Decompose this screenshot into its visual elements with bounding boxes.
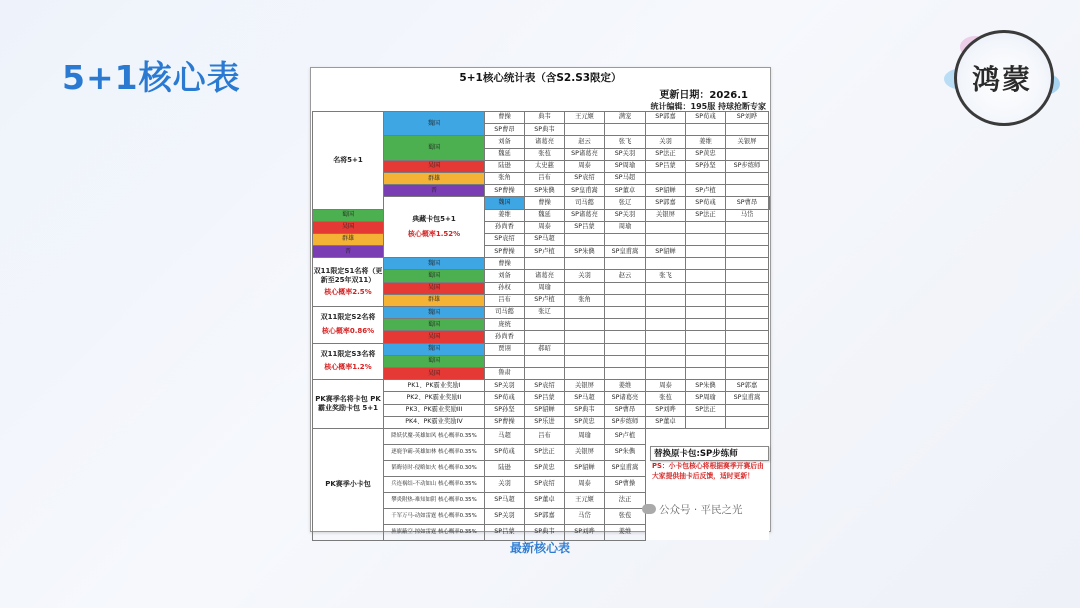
table-cell: 典韦 [525, 112, 565, 124]
table-row [313, 233, 770, 245]
table-cell [646, 355, 686, 367]
table-cell [605, 355, 646, 367]
table-cell: SP袁绍 [565, 172, 605, 184]
table-cell [726, 307, 769, 319]
table-cell: 周泰 [525, 221, 565, 233]
table-cell: SP荀彧 [485, 444, 525, 460]
pack-label: 降妖伏魔-英雄如风 核心概率0.35% [384, 428, 485, 444]
table-cell [726, 221, 769, 233]
table-cell [726, 355, 769, 367]
table-cell: 姜维 [686, 136, 726, 148]
table-cell: 张角 [485, 172, 525, 184]
section-title: 双11限定S1名将（更新至25年双11） [313, 266, 383, 285]
faction-jin: 晋 [384, 185, 485, 197]
table-cell [686, 270, 726, 282]
table-cell [646, 319, 686, 331]
table-cell: 孙尚香 [485, 331, 525, 343]
table-cell [646, 294, 686, 306]
faction-shu: 蜀国 [384, 319, 485, 331]
section-rate: 核心概率2.5% [324, 287, 372, 296]
faction-wei: 魏国 [384, 307, 485, 319]
table-cell: 张角 [565, 294, 605, 306]
table-cell: 诸葛亮 [525, 136, 565, 148]
table-cell [605, 307, 646, 319]
table-cell: SP董卓 [525, 492, 565, 508]
table-cell: 刘备 [485, 270, 525, 282]
table-cell [646, 172, 686, 184]
table-cell [646, 307, 686, 319]
table-cell: 贾诩 [485, 343, 525, 355]
table-cell: 吕布 [485, 294, 525, 306]
section-rate: 核心概率0.86% [321, 326, 375, 335]
table-cell: SP荀彧 [485, 392, 525, 404]
faction-wu: 吴国 [384, 160, 485, 172]
table-cell: 周泰 [565, 160, 605, 172]
table-cell [646, 124, 686, 136]
table-cell [605, 331, 646, 343]
table-cell [565, 331, 605, 343]
table-cell: SP郭嘉 [525, 508, 565, 524]
table-cell: 司马懿 [485, 307, 525, 319]
table-cell: SP典韦 [565, 404, 605, 416]
table-row [313, 209, 770, 221]
table-cell [646, 367, 686, 379]
table-cell: SP关羽 [605, 148, 646, 160]
table-cell: 周瑜 [565, 428, 605, 444]
table-cell: 姜维 [605, 380, 646, 392]
table-cell [769, 197, 770, 209]
table-cell [605, 124, 646, 136]
table-cell: 曹操 [485, 258, 525, 270]
table-cell [565, 124, 605, 136]
table-cell [686, 416, 726, 428]
table-cell: SP貂蝉 [646, 246, 686, 258]
table-cell [525, 331, 565, 343]
table-cell [646, 331, 686, 343]
faction-qun: 群雄 [384, 172, 485, 184]
table-cell [686, 172, 726, 184]
table-cell: SP马超 [605, 172, 646, 184]
table-cell: 姜维 [605, 524, 646, 540]
ps-note: PS：小卡包核心将根据赛季开赛后由大家提供抽卡后反馈，适时更新！ [652, 462, 764, 480]
table-cell: SP董卓 [646, 416, 686, 428]
table-cell: 陆逊 [485, 160, 525, 172]
table-cell [726, 367, 769, 379]
table-cell: SP法正 [525, 444, 565, 460]
table-cell: SP黄忠 [565, 416, 605, 428]
table-cell: SP朱儁 [605, 444, 646, 460]
table-cell: SP黄忠 [686, 148, 726, 160]
table-cell: SP荀彧 [686, 112, 726, 124]
logo [946, 28, 1058, 124]
table-cell [565, 355, 605, 367]
table-cell [646, 343, 686, 355]
section-mingjiang [313, 112, 384, 210]
table-cell [726, 185, 769, 197]
table-cell: SP皇甫嵩 [726, 392, 769, 404]
table-cell: SP皇甫嵩 [605, 460, 646, 476]
caption: 最新核心表 [509, 541, 570, 555]
pk-label: PK1、PK霸业奖励I [384, 380, 485, 392]
table-cell [726, 404, 769, 416]
pack-label: 逐鹿争霸-英雄如林 核心概率0.35% [384, 444, 485, 460]
table-cell [605, 258, 646, 270]
table-cell [726, 270, 769, 282]
table-cell [605, 343, 646, 355]
table-cell: SP袁绍 [525, 476, 565, 492]
table-cell [726, 258, 769, 270]
pk-label: PK4、PK霸业奖励IV [384, 416, 485, 428]
table-cell [605, 282, 646, 294]
table-cell [686, 319, 726, 331]
pk-label: PK2、PK霸业奖励II [384, 392, 485, 404]
table-cell: SP卢植 [525, 294, 565, 306]
section-title: 双11限定S2名将 [320, 313, 376, 322]
pack-label: 攀炎附热-难知如阴 核心概率0.35% [384, 492, 485, 508]
table-row [313, 428, 770, 444]
table-cell: 庞统 [485, 319, 525, 331]
faction-jin: 晋 [313, 246, 384, 258]
table-cell: SP袁绍 [485, 233, 525, 245]
table-row [313, 307, 770, 319]
table-row [313, 380, 770, 392]
table-cell: SP法正 [686, 209, 726, 221]
table-cell [646, 258, 686, 270]
table-cell: SP孙坚 [686, 160, 726, 172]
table-cell [726, 331, 769, 343]
wechat-icon [642, 504, 656, 514]
table-cell [686, 282, 726, 294]
table-cell: 吕布 [525, 172, 565, 184]
watermark [642, 502, 743, 517]
table-cell: SP郭嘉 [646, 112, 686, 124]
table-row [313, 246, 770, 258]
table-cell: 马超 [485, 428, 525, 444]
table-cell: SP诸葛亮 [605, 392, 646, 404]
table-cell: SP郭嘉 [726, 380, 769, 392]
section-rate: 核心概率1.52% [407, 229, 461, 238]
table-cell: SP周瑜 [686, 392, 726, 404]
table-row [313, 343, 770, 355]
table-cell: 张辽 [605, 197, 646, 209]
table-cell: 法正 [605, 492, 646, 508]
table-cell [726, 416, 769, 428]
table-cell [726, 319, 769, 331]
table-cell: SP貂蝉 [646, 185, 686, 197]
sheet-title: 5+1核心统计表（含S2.S3限定） [459, 72, 622, 84]
table-cell [605, 319, 646, 331]
table-cell [726, 148, 769, 160]
table-cell [646, 282, 686, 294]
table-cell: SP步练师 [605, 416, 646, 428]
table-cell: 孙权 [485, 282, 525, 294]
table-cell: SP诸葛亮 [565, 209, 605, 221]
table-cell: SP孙坚 [485, 404, 525, 416]
table-cell: 鲁肃 [485, 367, 525, 379]
table-cell [726, 172, 769, 184]
faction-shu: 蜀国 [313, 209, 384, 221]
table-cell: 关羽 [485, 476, 525, 492]
table-cell: SP皇甫嵩 [565, 185, 605, 197]
table-cell [726, 233, 769, 245]
table-cell: 周瑜 [525, 282, 565, 294]
table-cell: 吕布 [525, 428, 565, 444]
section-dianzang [384, 197, 485, 258]
table-cell: SP刘晔 [726, 112, 769, 124]
section-title: PK赛季名将卡包 PK霸业奖励卡包 5+1 [315, 394, 381, 412]
section-s2 [313, 307, 384, 344]
table-cell [686, 221, 726, 233]
table-cell [565, 343, 605, 355]
table-cell: 曹操 [525, 197, 565, 209]
table-cell: SP郭嘉 [646, 197, 686, 209]
table-cell [646, 233, 686, 245]
table-cell [565, 367, 605, 379]
faction-qun: 群雄 [384, 294, 485, 306]
table-cell: SP貂蝉 [525, 404, 565, 416]
table-cell: SP曹操 [485, 246, 525, 258]
pack-label: 韬晦待时-侵略如火 核心概率0.30% [384, 460, 485, 476]
table-cell: 刘备 [485, 136, 525, 148]
faction-shu: 蜀国 [384, 136, 485, 160]
table-cell: SP曹操 [485, 185, 525, 197]
table-cell: SP马超 [565, 392, 605, 404]
table-cell: SP关羽 [485, 508, 525, 524]
table-cell [525, 355, 565, 367]
table-cell [605, 233, 646, 245]
table-cell [686, 343, 726, 355]
pack-label: 千军万马-动如雷霆 核心概率0.35% [384, 508, 485, 524]
table-cell: 孙尚香 [485, 221, 525, 233]
table-cell: SP典韦 [525, 124, 565, 136]
table-cell: 曹操 [485, 112, 525, 124]
table-cell: 太史慈 [525, 160, 565, 172]
faction-wei: 魏国 [384, 258, 485, 270]
table-cell [565, 307, 605, 319]
faction-wei: 魏国 [384, 112, 485, 136]
table-cell: 诸葛亮 [525, 270, 565, 282]
table-cell: SP刘晔 [565, 524, 605, 540]
table-cell: 魏延 [525, 209, 565, 221]
table-cell [686, 331, 726, 343]
table-cell: 关羽 [646, 136, 686, 148]
section-title: 名将5+1 [333, 155, 363, 164]
table-cell [686, 258, 726, 270]
table-cell: 魏延 [485, 148, 525, 160]
watermark-text: 公众号 · 平民之光 [659, 504, 743, 516]
table-cell: SP吕蒙 [485, 524, 525, 540]
table-cell: 张飞 [646, 270, 686, 282]
table-cell [565, 233, 605, 245]
table-cell: SP法正 [686, 404, 726, 416]
table-cell: SP曹昂 [726, 197, 769, 209]
section-pksmall [313, 428, 384, 540]
table-cell: 陆逊 [485, 460, 525, 476]
table-cell: SP卢植 [686, 185, 726, 197]
table-cell: SP曹昂 [485, 124, 525, 136]
table-cell: 周瑜 [605, 221, 646, 233]
table-cell [726, 282, 769, 294]
table-cell: SP马超 [525, 233, 565, 245]
faction-wu: 吴国 [313, 221, 384, 233]
table-cell: SP吕蒙 [525, 392, 565, 404]
table-cell [565, 282, 605, 294]
table-cell: 马岱 [726, 209, 769, 221]
table-cell: SP袁绍 [525, 380, 565, 392]
table-cell: SP曹操 [485, 416, 525, 428]
table-cell: SP朱儁 [686, 380, 726, 392]
table-cell: SP曹操 [605, 476, 646, 492]
table-row [313, 112, 770, 124]
sheet-date: 更新日期：2026.1 [659, 90, 748, 101]
table-cell: 马岱 [565, 508, 605, 524]
table-cell [726, 246, 769, 258]
table-cell: SP黄忠 [525, 460, 565, 476]
table-cell [686, 307, 726, 319]
table-row [313, 258, 770, 270]
table-cell: 周泰 [646, 380, 686, 392]
section-title: 典藏卡包5+1 [412, 215, 456, 224]
table-cell: 郝昭 [525, 343, 565, 355]
table-cell [726, 294, 769, 306]
table-cell: SP马超 [485, 492, 525, 508]
table-cell [686, 367, 726, 379]
table-cell [726, 343, 769, 355]
table-cell: SP关羽 [485, 380, 525, 392]
table-cell: SP乐进 [525, 416, 565, 428]
table-cell: SP貂蝉 [565, 460, 605, 476]
table-cell: SP关羽 [605, 209, 646, 221]
table-cell: SP典韦 [525, 524, 565, 540]
section-pkseason [313, 380, 384, 429]
section-title: 双11限定S3名将 [320, 349, 376, 358]
table-cell [686, 233, 726, 245]
faction-wu: 吴国 [384, 367, 485, 379]
faction-wei: 魏国 [485, 197, 525, 209]
table-cell: 张苞 [605, 508, 646, 524]
table-cell: SP吕蒙 [646, 160, 686, 172]
table-cell: SP诸葛亮 [565, 148, 605, 160]
table-cell: 满宠 [605, 112, 646, 124]
table-cell [565, 319, 605, 331]
table-cell [605, 294, 646, 306]
pack-label: 旌旗蔽空-掠如雷霆 核心概率0.35% [384, 524, 485, 540]
replacement-callout: 替换原卡包:SP步练师 [650, 446, 769, 461]
table-cell: 关银屏 [646, 209, 686, 221]
section-title: PK赛季小卡包 [325, 479, 371, 488]
table-cell: 关银屏 [726, 136, 769, 148]
section-s3 [313, 343, 384, 380]
faction-wei: 魏国 [384, 343, 485, 355]
table-cell: SP朱儁 [565, 246, 605, 258]
slide-title: 5+1核心表 [62, 58, 241, 97]
table-cell: SP卢植 [525, 246, 565, 258]
table-cell [726, 124, 769, 136]
table-cell: 张飞 [605, 136, 646, 148]
table-cell: SP刘晔 [646, 404, 686, 416]
table-cell: SP皇甫嵩 [605, 246, 646, 258]
faction-shu: 蜀国 [384, 355, 485, 367]
table-cell: SP卢植 [605, 428, 646, 444]
table-cell: 关羽 [565, 270, 605, 282]
section-s1 [313, 258, 384, 307]
table-cell: 王元姬 [565, 492, 605, 508]
table-cell: SP周瑜 [605, 160, 646, 172]
table-cell [605, 367, 646, 379]
table-cell: SP法正 [646, 148, 686, 160]
table-cell [525, 258, 565, 270]
faction-wu: 吴国 [384, 282, 485, 294]
section-rate: 核心概率1.2% [324, 363, 372, 372]
table-cell: 司马懿 [565, 197, 605, 209]
faction-shu: 蜀国 [384, 270, 485, 282]
faction-wu: 吴国 [384, 331, 485, 343]
table-cell: SP曹昂 [605, 404, 646, 416]
table-cell: 周泰 [565, 476, 605, 492]
table-cell [565, 258, 605, 270]
table-cell: 张苞 [525, 148, 565, 160]
table-cell: SP步练师 [726, 160, 769, 172]
table-cell: 赵云 [565, 136, 605, 148]
table-cell: SP董卓 [605, 185, 646, 197]
table-cell [485, 355, 525, 367]
table-cell: 王元姬 [565, 112, 605, 124]
logo-text: 鸿蒙 [971, 63, 1032, 96]
table-cell: 张苞 [646, 392, 686, 404]
table-cell: 张辽 [525, 307, 565, 319]
table-cell: 赵云 [605, 270, 646, 282]
table-cell: 关银屏 [565, 380, 605, 392]
table-row [313, 221, 770, 233]
table-cell: 姜维 [485, 209, 525, 221]
table-cell: SP朱儁 [525, 185, 565, 197]
table-cell [646, 221, 686, 233]
table-cell [525, 319, 565, 331]
faction-qun: 群雄 [313, 233, 384, 245]
table-cell [686, 246, 726, 258]
sheet-editor: 统计编辑：195服 持球抢断专家 [650, 102, 766, 111]
table-cell: 关银屏 [565, 444, 605, 460]
table-cell [686, 355, 726, 367]
table-cell [686, 294, 726, 306]
table-cell [686, 124, 726, 136]
table-cell [525, 367, 565, 379]
pack-label: 兵连祸结-不动如山 核心概率0.35% [384, 476, 485, 492]
table-cell: SP吕蒙 [565, 221, 605, 233]
table-cell: SP荀彧 [686, 197, 726, 209]
pk-label: PK3、PK霸业奖励III [384, 404, 485, 416]
